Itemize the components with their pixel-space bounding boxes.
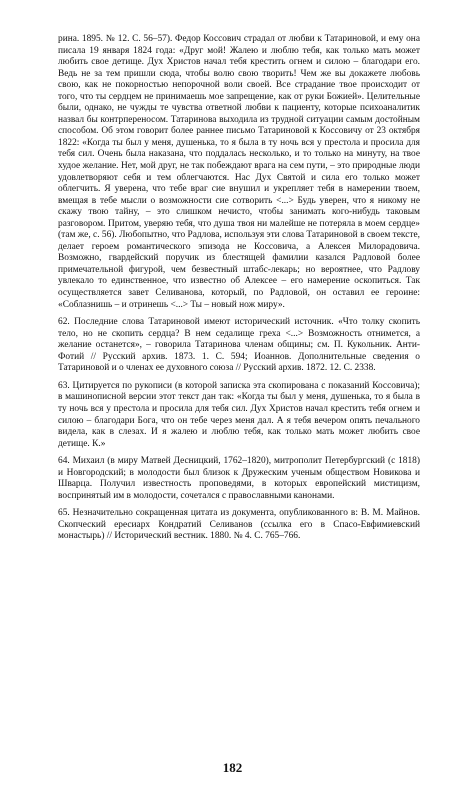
note-65: 65. Незначительно сокращенная цитата из документа, опубликованного в: В. М. Майнов. Скопческий ересиарх Кондратий Селиванов (ссылка его в Спасо-Евфимиевский монастырь) // Исторический вестник. 1880. № 4. С. 765–766. bbox=[58, 508, 420, 542]
note-continuation: рина. 1895. № 12. С. 56–57). Федор Коссович страдал от любви к Татариновой, и ему она писала 19 января 1824 года: «Друг мой! Жалею и люблю тебя, как только мать может любить свое детище. Дух Христов начал тебя крестить огнем и силою – благодари его. Ведь не за тем пришли сюда, чтобы волю свою творить! Чем же вы докажете любовь свою, как не покорностью непорочной воли своей. Все страдание твое происходит от того, что ты сердцем не принимаешь мое запрещение, как от руки Божией». Целительные были, однако, не чужды те чувства ответной любви к пациенту, которые психоаналитик назвал бы контрпереносом. Татаринова выходила из трудной ситуации самым достойным способом. Об этом говорит более раннее письмо Татариновой к Коссовичу от 23 октября 1822: «Когда ты был у меня, душенька, то я была в ту ночь вся у престола и просила для тебя сил. Очень была наказана, что поддалась несколько, и то только на минуту, на твое худое желание. Нет, мой друг, не так побеждают врага на сем пути, – это природные люди удовлетворяют себя и тем облегчаются. Нас Дух Святой и сила его только может облегчить. Я уверена, что тебе враг сие внушил и укрепляет тебя в намерении твоем, вмещая в тебе мысли о возможности сие сотворить <...> Будь уверен, что я никому не скажу твою тайну, – это слишком нечисто, чтобы занимать кого-нибудь таковым разговором. Притом, уверяю тебя, что душа твоя ни малейше не потеряла в моем сердце» (там же, с. 56). Любопытно, что Радлова, используя эти слова Татариновой в своем тексте, делает героем романтического эпизода не Коссовича, а Алексея Милорадовича. Возможно, гвардейский поручик из блестящей фамилии казался Радловой более примечательной фигурой, чем безвестный штабс-лекарь; но вероятнее, что Радлову увлекало то единственное, что известно об Алексее – его намерение оскопиться. Так осуществляется завет Селиванова, который, по Радловой, он оставил ее героине: «Соблазнишь – и отринешь <...> Ты – новый нож миру». bbox=[58, 34, 420, 310]
page-number: 182 bbox=[222, 760, 243, 775]
page-body bbox=[58, 34, 420, 543]
note-62: 62. Последние слова Татариновой имеют исторический источник. «Что толку скопить тело, но не скопить сердца? В нем седалище греха <...> Возможность отнимется, а желание останется», – говорила Татаринова членам общины; см. П. Кукольник. Анти-Фотий // Русский архив. 1873. 1. С. 594; Иоаннов. Дополнительные сведения о Татариновой и о членах ее духовного союза // Русский архив. 1872. 12. С. 2338. bbox=[58, 317, 420, 374]
note-64: 64. Михаил (в миру Матвей Десницкий, 1762–1820), митрополит Петербургский (с 1818) и Новгородский; в молодости был близок к Дружеским ученым обществом Новикова и Шварца. Получил известность проповедями, в которых европейский мистицизм, воспринятый им в молодости, сочетался с православными канонами. bbox=[58, 456, 420, 501]
note-63: 63. Цитируется по рукописи (в которой записка эта скопирована с показаний Коссовича); в машинописной версии этот текст дан так: «Когда ты был у меня, душенька, то я была в ту ночь вся у престола и просила для тебя сил. Дух Христов начал крестить тебя огнем и силою – благодари Бога, что он тебе через меня дал. А я тебя вечером опять печального видела, как в слезах. И я жалею и люблю тебя, как только мать может любить свое детище. К.» bbox=[58, 380, 420, 449]
